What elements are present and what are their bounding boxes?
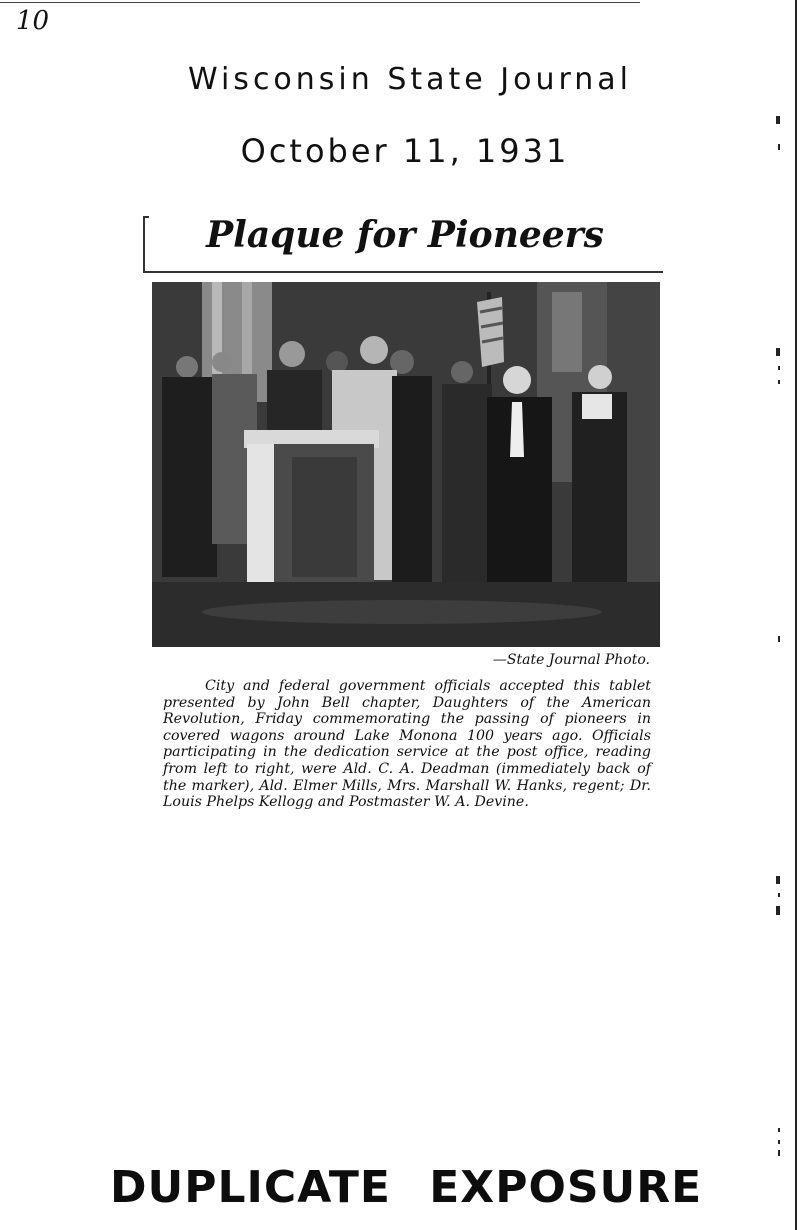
margin-mark bbox=[778, 1150, 780, 1156]
right-edge-rule bbox=[795, 0, 797, 1230]
handwritten-publication: Wisconsin State Journal bbox=[187, 62, 633, 97]
margin-mark bbox=[778, 380, 780, 384]
page-number: 10 bbox=[16, 6, 50, 36]
photo-illustration bbox=[152, 282, 660, 647]
margin-mark bbox=[778, 1140, 780, 1144]
margin-mark bbox=[776, 876, 780, 884]
margin-mark bbox=[776, 348, 780, 356]
margin-mark bbox=[778, 1128, 780, 1132]
duplicate-exposure-stamp: DUPLICATE EXPOSURE bbox=[110, 1162, 703, 1213]
top-edge-rule bbox=[0, 2, 640, 3]
margin-mark bbox=[776, 906, 780, 915]
margin-mark bbox=[778, 366, 780, 370]
news-photo bbox=[152, 282, 660, 647]
margin-mark bbox=[776, 116, 780, 124]
clipping-headline: Plaque for Pioneers bbox=[206, 214, 604, 256]
photo-caption: City and federal government officials accepted this tablet presented by John Bell chapter, Daughters of the American Revolution, Friday commemorating the passing of pioneers in covered wagons around Lake Monona 100 years ago. Officials participating in the dedication service at the post office, reading from left to right, were Ald. C. A. Deadman (immediately back of the marker), Ald. Elmer Mills, Mrs. Marshall W. Hanks, regent; Dr. Louis Phelps Kellogg and Postmaster W. A. Devine. bbox=[163, 678, 651, 811]
margin-mark bbox=[778, 893, 780, 897]
margin-mark bbox=[778, 636, 780, 642]
photo-credit: —State Journal Photo. bbox=[492, 652, 650, 668]
margin-mark bbox=[778, 144, 780, 150]
handwritten-date: October 11, 1931 bbox=[240, 132, 570, 170]
